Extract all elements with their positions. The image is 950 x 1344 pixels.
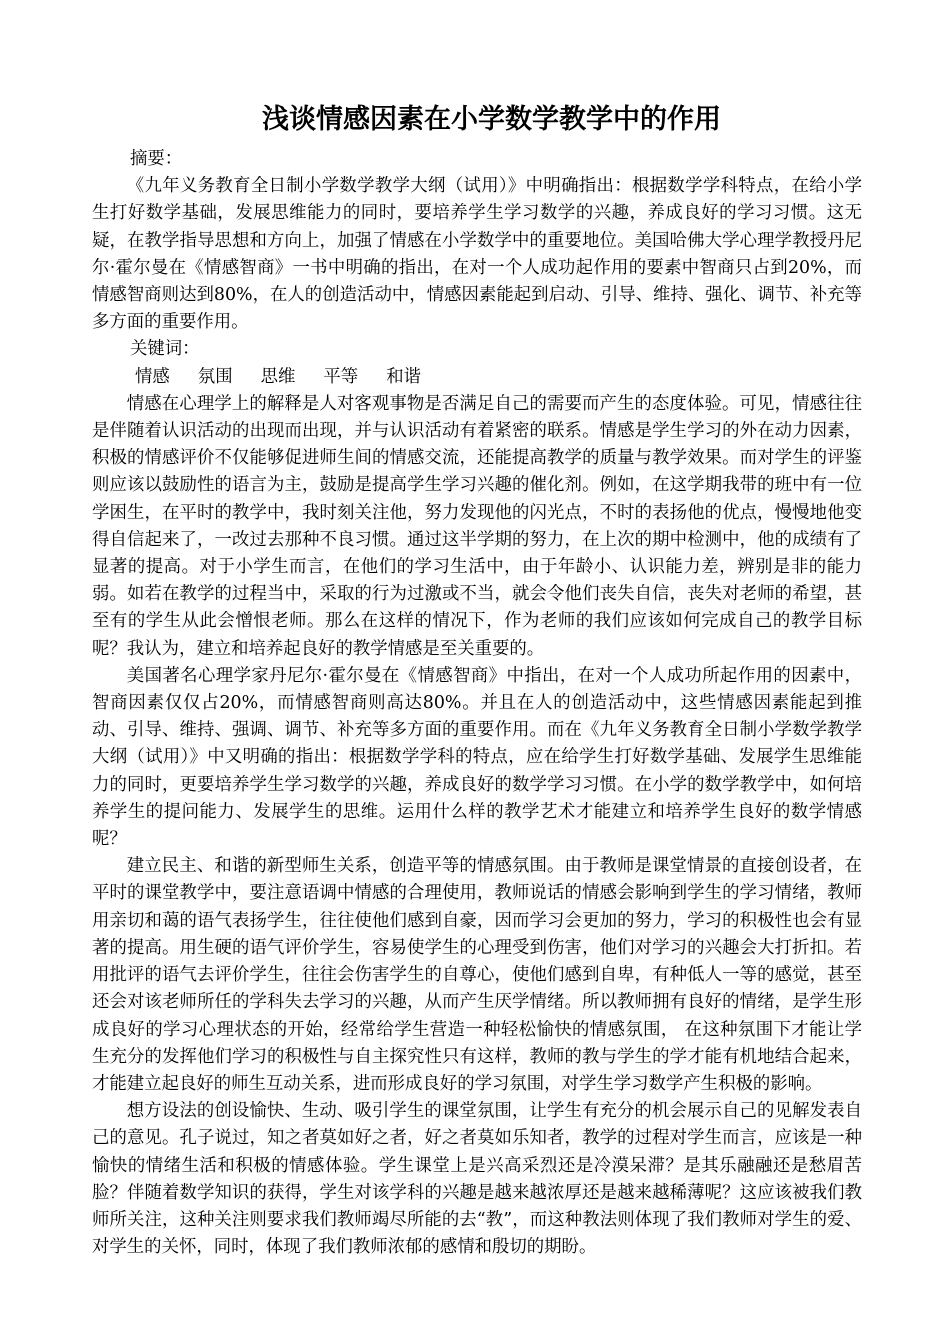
abstract-label: 摘要：: [130, 149, 183, 169]
keyword: 和谐: [386, 366, 421, 387]
abstract-text: 《九年义务教育全日制小学数学教学大纲（试用）》中明确指出：根据数学学科特点，在给小学生打好数学基础，发展思维能力的同时，要培养学生学习数学的兴趣，养成良好的学习习惯。这无疑，在教学指导思想和方向上，加强了情感在小学数学中的重要地位。美国哈佛大学心理学教授丹尼尔·霍尔曼在《情感智商》一书中明确的指出，在对一个人成功起作用的要素中智商只占到20%，而情感智商则达到80%，在人的创造活动中，情感因素能起到启动、引导、维持、强化、调节、补充等多方面的重要作用。: [92, 176, 862, 333]
body-paragraph: 想方设法的创设愉快、生动、吸引学生的课堂氛围，让学生有充分的机会展示自己的见解发表自己的意见。孔子说过，知之者莫如好之者，好之者莫如乐知者，教学的过程对学生而言，应该是一种愉快的情绪生活和积极的情感体验。学生课堂上是兴高采烈还是冷漠呆滞？是其乐融融还是愁眉苦脸？伴随着数学知识的获得，学生对该学科的兴趣是越来越浓厚还是越来越稀薄呢？这应该被我们教师所关注，这种关注则要求我们教师竭尽所能的去“教”，而这种教法则体现了我们教师对学生的爱、对学生的关怀，同时，体现了我们教师浓郁的感情和殷切的期盼。: [92, 1101, 862, 1258]
body-paragraph: 情感在心理学上的解释是人对客观事物是否满足自己的需要而产生的态度体验。可见，情感往往是伴随着认识活动的出现而出现，并与认识活动有着紧密的联系。情感是学生学习的外在动力因素，积极的情感评价不仅能够促进师生间的情感交流，还能提高教学的质量与教学效果。而对学生的评鉴则应该以鼓励性的语言为主，鼓励是提高学生学习兴趣的催化剂。例如，在这学期我带的班中有一位学困生，在平时的教学中，我时刻关注他，努力发现他的闪光点，不时的表扬他的优点，慢慢地他变得自信起来了，一改过去那种不良习惯。通过这半学期的努力，在上次的期中检测中，他的成绩有了显著的提高。对于小学生而言，在他们的学习生活中，由于年龄小、认识能力差，辨别是非的能力弱。如若在教学的过程当中，采取的行为过激或不当，就会令他们丧失自信，丧失对老师的希望，甚至有的学生从此会憎恨老师。那么在这样的情况下，作为老师的我们应该如何完成自己的教学目标呢？我认为，建立和培养起良好的教学情感是至关重要的。: [92, 393, 862, 659]
keyword: 情感: [135, 366, 170, 387]
keyword: 氛围: [197, 366, 233, 387]
body-paragraph: 美国著名心理学家丹尼尔·霍尔曼在《情感智商》中指出，在对一个人成功所起作用的因素中，智商因素仅仅占20%，而情感智商则高达80%。并且在人的创造活动中，这些情感因素能起到推动、引导、维持、强调、调节、补充等多方面的重要作用。而在《九年义务教育全日制小学数学教学大纲（试用）》中又明确的指出：根据数学学科的特点，应在给学生打好数学基础、发展学生思维能力的同时，更要培养学生学习数学的兴趣，养成良好的数学学习习惯。在小学的数学教学中，如何培养学生的提问能力、发展学生的思维。运用什么样的教学艺术才能建立和培养学生良好的数学情感呢？: [92, 665, 862, 850]
body-paragraph: 建立民主、和谐的新型师生关系，创造平等的情感氛围。由于教师是课堂情景的直接创设者，在平时的课堂教学中，要注意语调中情感的合理使用，教师说话的情感会影响到学生的学习情绪，教师用亲切和蔼的语气表扬学生，往往使他们感到自豪，因而学习会更加的努力，学习的积极性也会有显著的提高。用生硬的语气评价学生，容易使学生的心理受到伤害，他们对学习的兴趣会大打折扣。若用批评的语气去评价学生，往往会伤害学生的自尊心，使他们感到自卑，有种低人一等的感觉，甚至还会对该老师所任的学科失去学习的兴趣，从而产生厌学情绪。所以教师拥有良好的情绪，是学生形成良好的学习心理状态的开始，经常给学生营造一种轻松愉快的情感氛围， 在这种氛围下才能让学生充分的发挥他们学习的积极性与自主探究性只有这样，教师的教与学生的学才能有机地结合起来，才能建立起良好的师生互动关系，进而形成良好的学习氛围，对学生学习数学产生积极的影响。: [92, 856, 862, 1094]
keywords-label: 关键词：: [130, 339, 200, 360]
keywords-list: [92, 364, 862, 391]
keyword: 平等: [323, 366, 359, 387]
keyword: 思维: [260, 366, 296, 387]
document-title: 浅谈情感因素在小学数学教学中的作用: [262, 104, 721, 135]
document-page: [92, 100, 862, 1261]
